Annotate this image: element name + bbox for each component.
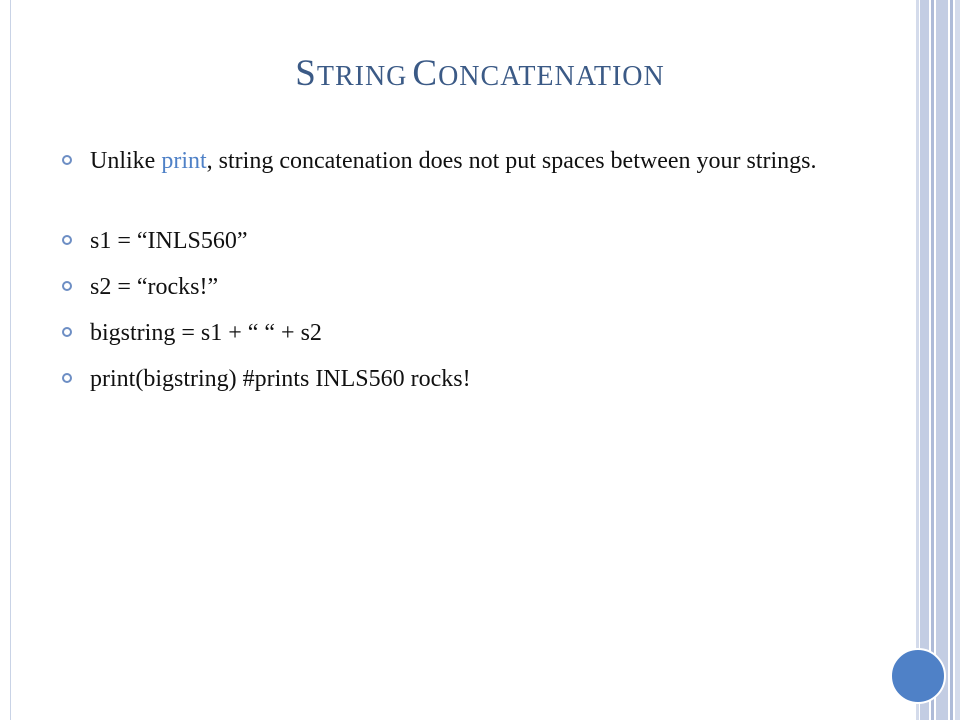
bullet-text: print(bigstring) #prints INLS560 rocks! (90, 366, 471, 392)
title-rest: ONCATENATION (438, 61, 665, 92)
left-decorative-line (10, 0, 11, 720)
bullet-marker-icon (62, 373, 72, 383)
bullet-item (60, 144, 860, 178)
bullet-text: , string concatenation does not put spaces between your strings. (206, 148, 817, 174)
right-decorative-bar (916, 0, 919, 720)
bullet-item (60, 270, 860, 304)
bullet-marker-icon (62, 235, 72, 245)
bullet-item (60, 316, 860, 350)
slide-title (0, 52, 960, 95)
bullet-item (60, 224, 860, 258)
bullet-list (60, 144, 860, 408)
right-decorative-bar (955, 0, 960, 720)
bullet-text: s2 = “rocks!” (90, 274, 219, 300)
bullet-item (60, 362, 860, 396)
bullet-text: s1 = “INLS560” (90, 228, 248, 254)
title-initial: S (295, 53, 317, 94)
bullet-text: bigstring = s1 + “ “ + s2 (90, 320, 322, 346)
bullet-marker-icon (62, 281, 72, 291)
title-initial: C (412, 53, 439, 94)
right-decorative-bar (950, 0, 953, 720)
title-rest: TRING (316, 61, 408, 92)
right-decorative-bar (936, 0, 948, 720)
bullet-text: Unlike (90, 148, 162, 174)
bullet-marker-icon (62, 327, 72, 337)
right-decorative-bar (931, 0, 934, 720)
corner-circle (890, 648, 946, 704)
right-decorative-bar (920, 0, 929, 720)
bullet-marker-icon (62, 155, 72, 165)
bullet-keyword: print (161, 148, 207, 174)
